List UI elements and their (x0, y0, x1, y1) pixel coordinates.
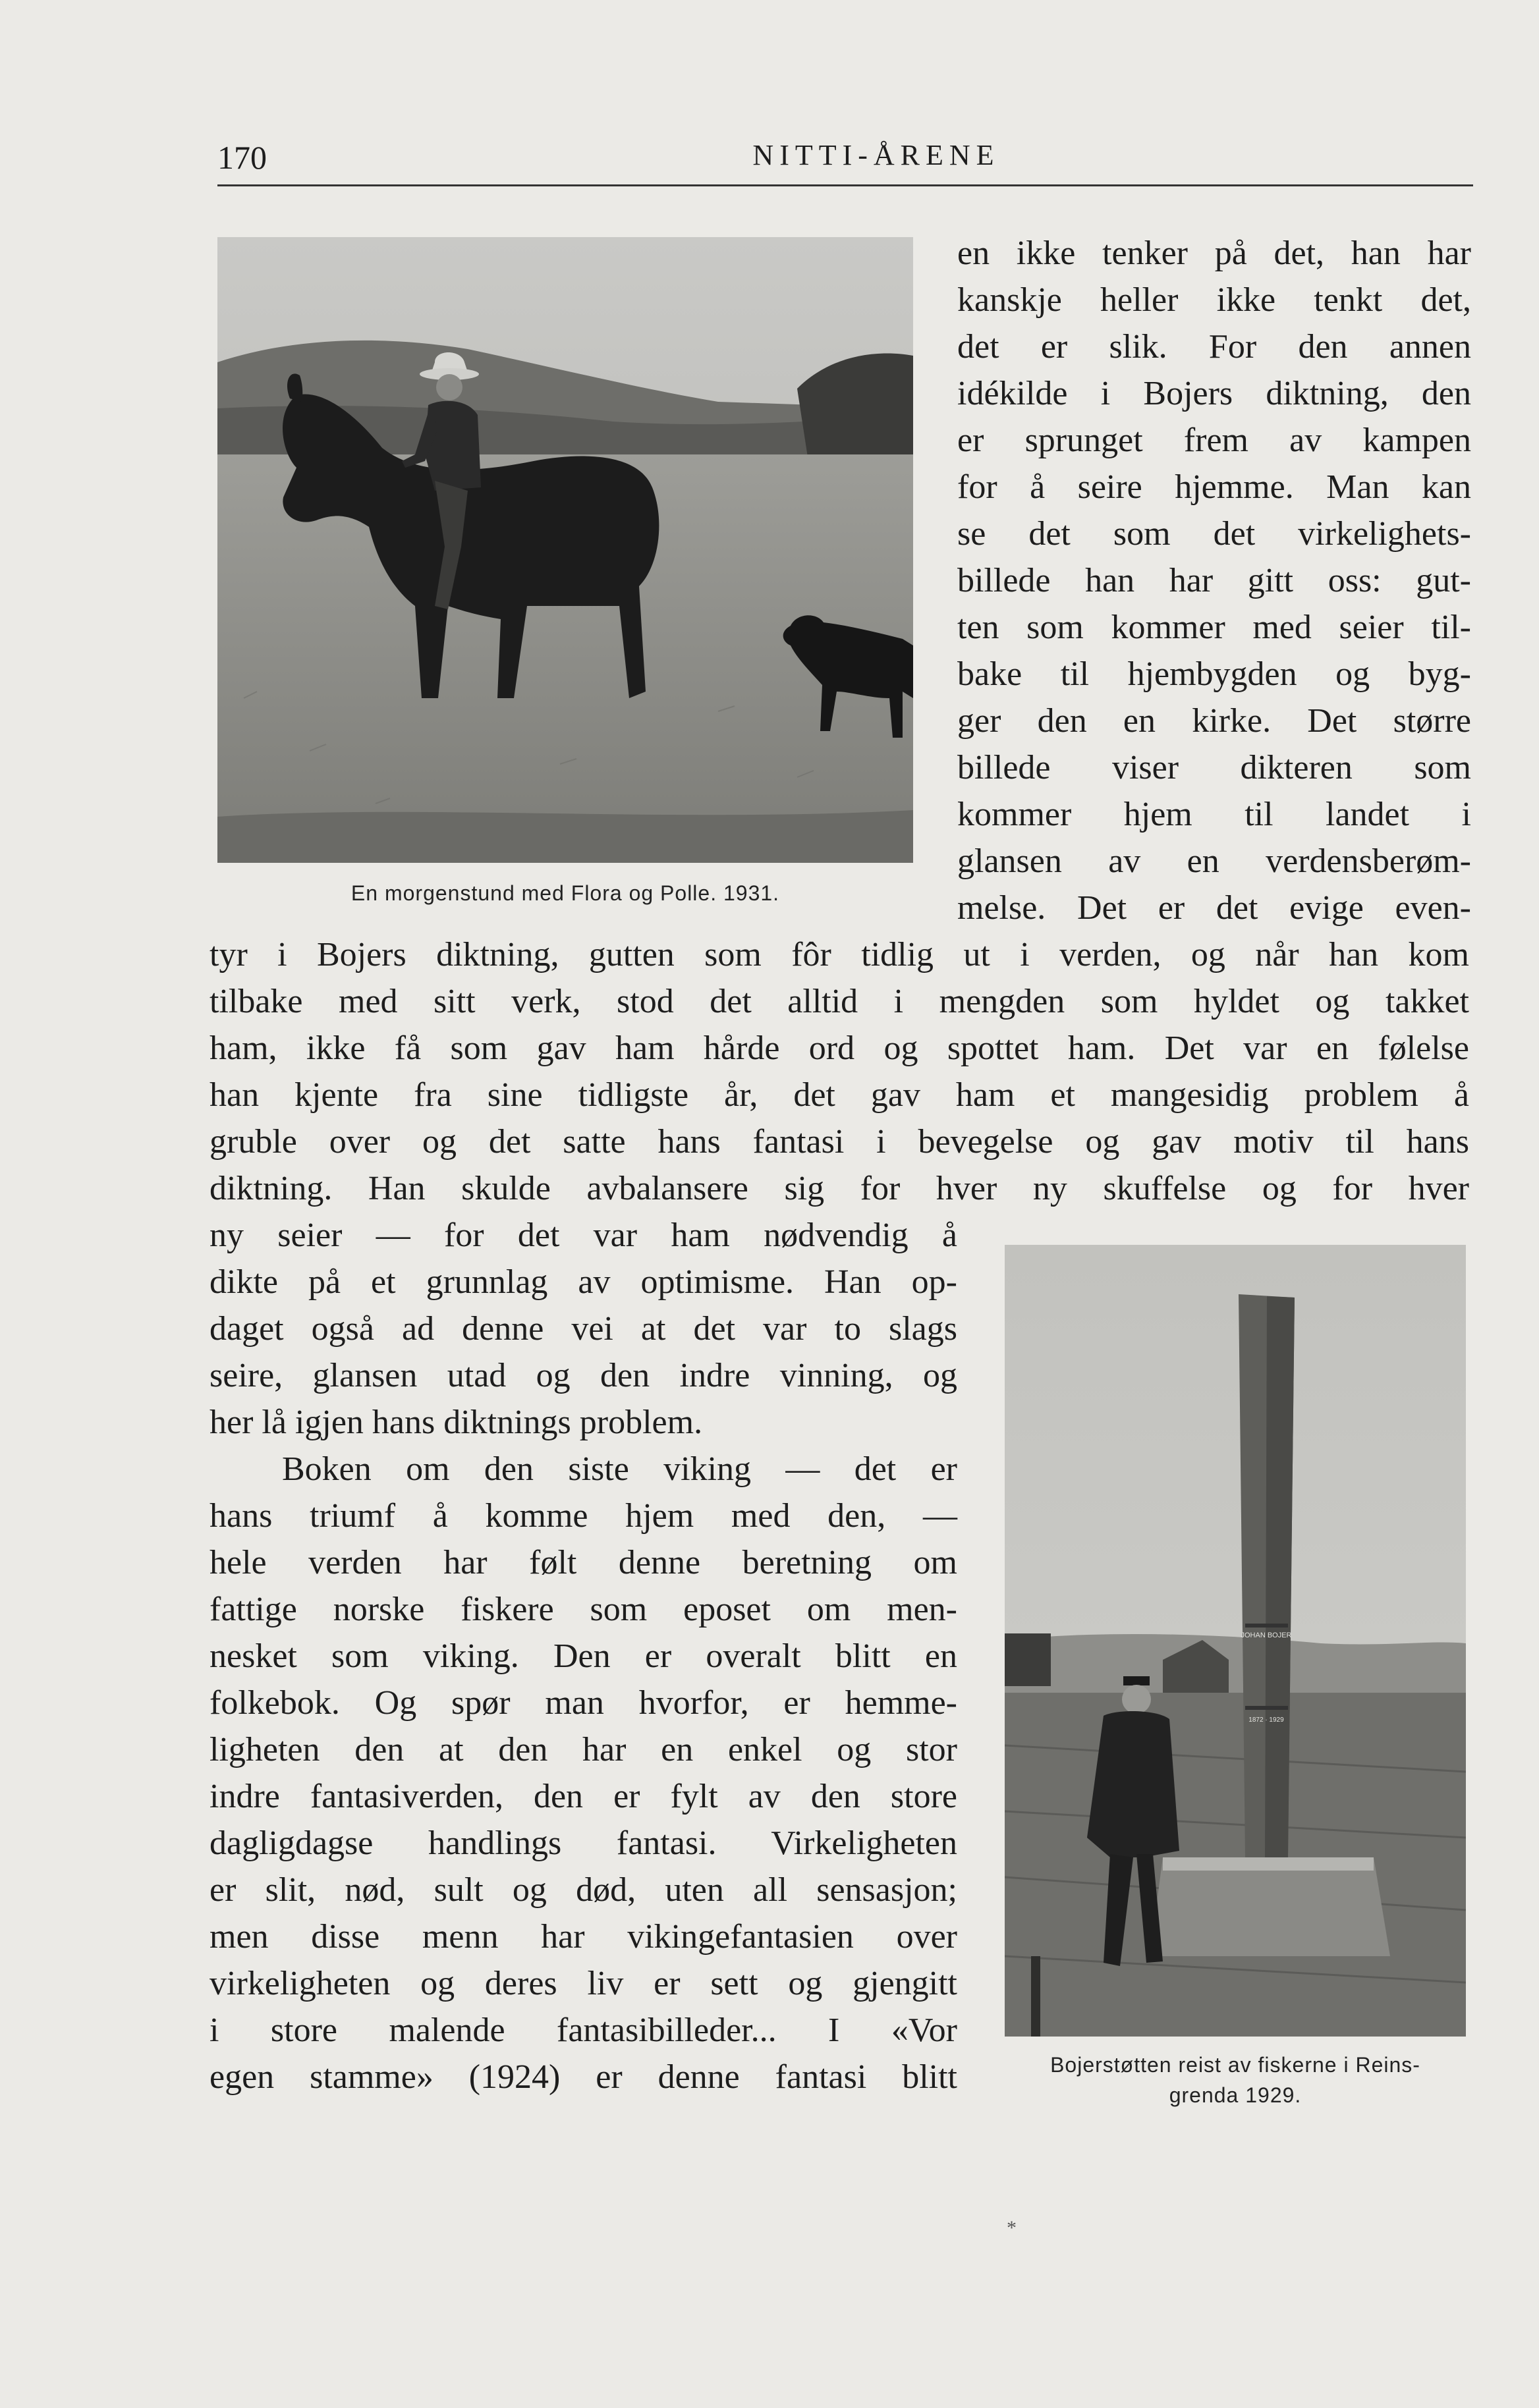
text-line: seire, glansen utad og den indre vinning, og (210, 1357, 957, 1394)
text-line: han kjente fra sine tidligste år, det gav ham et mangesidig problem å (210, 1076, 1469, 1114)
text-line: nesket som viking. Den er overalt blitt en (210, 1637, 957, 1675)
photo-monument-caption (995, 2050, 1476, 2110)
text-line: er slit, nød, sult og død, uten all sensasjon; (210, 1871, 957, 1909)
text-line: tyr i Bojers diktning, gutten som fôr tidlig ut i verden, og når han kom (210, 936, 1469, 973)
text-line: melse. Det er det evige even- (957, 889, 1471, 927)
monument-inscription-name: JOHAN BOJER (1241, 1631, 1292, 1639)
text-line: ligheten den at den har en enkel og stor (210, 1731, 957, 1768)
text-line: i store malende fantasibilleder... I «Vor (210, 2011, 957, 2049)
text-line: billede han har gitt oss: gut- (957, 562, 1471, 599)
running-title: NITTI-ÅRENE (752, 139, 1000, 171)
text-line: ten som kommer med seier til- (957, 609, 1471, 646)
text-line: er sprunget frem av kampen (957, 422, 1471, 459)
text-line: se det som det virkelighets- (957, 515, 1471, 553)
text-line: her lå igjen hans diktnings problem. (210, 1404, 703, 1441)
photo-horse-rider (217, 237, 913, 863)
text-line: virkeligheten og deres liv er sett og gjengitt (210, 1965, 957, 2002)
text-line: glansen av en verdensberøm- (957, 842, 1471, 880)
text-line: billede viser dikteren som (957, 749, 1471, 786)
text-line: daget også ad denne vei at det var to slags (210, 1310, 957, 1348)
text-line: gruble over og det satte hans fantasi i bevegelse og gav motiv til hans (210, 1123, 1469, 1161)
monument-illustration (1005, 1245, 1466, 2037)
photo-monument (1005, 1245, 1466, 2037)
text-line: det er slik. For den annen (957, 328, 1471, 366)
monument-inscription-years: 1872 · 1929 (1248, 1716, 1284, 1724)
text-line: men disse menn har vikingefantasien over (210, 1918, 957, 1956)
text-line: hans triumf å komme hjem med den, — (210, 1497, 957, 1535)
text-line: en ikke tenker på det, han har (957, 234, 1471, 272)
photo-monument-caption-line: Bojerstøtten reist av fiskerne i Reins- (1050, 2053, 1420, 2077)
text-line: for å seire hjemme. Man kan (957, 468, 1471, 506)
text-line: Boken om den siste viking — det er (282, 1450, 957, 1488)
text-line: indre fantasiverden, den er fylt av den store (210, 1778, 957, 1815)
horse-rider-illustration (217, 237, 913, 863)
text-line: idékilde i Bojers diktning, den (957, 375, 1471, 412)
stray-mark: * (1007, 2217, 1017, 2239)
text-line: dagligdagse handlings fantasi. Virkeligheten (210, 1824, 957, 1862)
text-line: egen stamme» (1924) er denne fantasi blitt (210, 2058, 957, 2096)
photo-monument-caption-line: grenda 1929. (1169, 2083, 1302, 2107)
running-head (217, 132, 1473, 184)
header-rule (217, 184, 1473, 186)
text-line: diktning. Han skulde avbalansere sig for hver ny skuffelse og for hver (210, 1170, 1469, 1207)
page-number: 170 (217, 139, 267, 176)
text-line: ham, ikke få som gav ham hårde ord og spottet ham. Det var en følelse (210, 1029, 1469, 1067)
text-line: tilbake med sitt verk, stod det alltid i mengden som hyldet og takket (210, 983, 1469, 1020)
text-line: kommer hjem til landet i (957, 796, 1471, 833)
text-line: folkebok. Og spør man hvorfor, er hemme- (210, 1684, 957, 1722)
text-line: ny seier — for det var ham nødvendig å (210, 1217, 957, 1254)
text-line: bake til hjembygden og byg- (957, 655, 1471, 693)
text-line: dikte på et grunnlag av optimisme. Han op- (210, 1263, 957, 1301)
text-line: hele verden har følt denne beretning om (210, 1544, 957, 1581)
text-line: fattige norske fiskere som eposet om men- (210, 1591, 957, 1628)
photo-horse-rider-caption: En morgenstund med Flora og Polle. 1931. (350, 881, 780, 905)
text-line: kanskje heller ikke tenkt det, (957, 281, 1471, 319)
text-line: ger den en kirke. Det større (957, 702, 1471, 740)
